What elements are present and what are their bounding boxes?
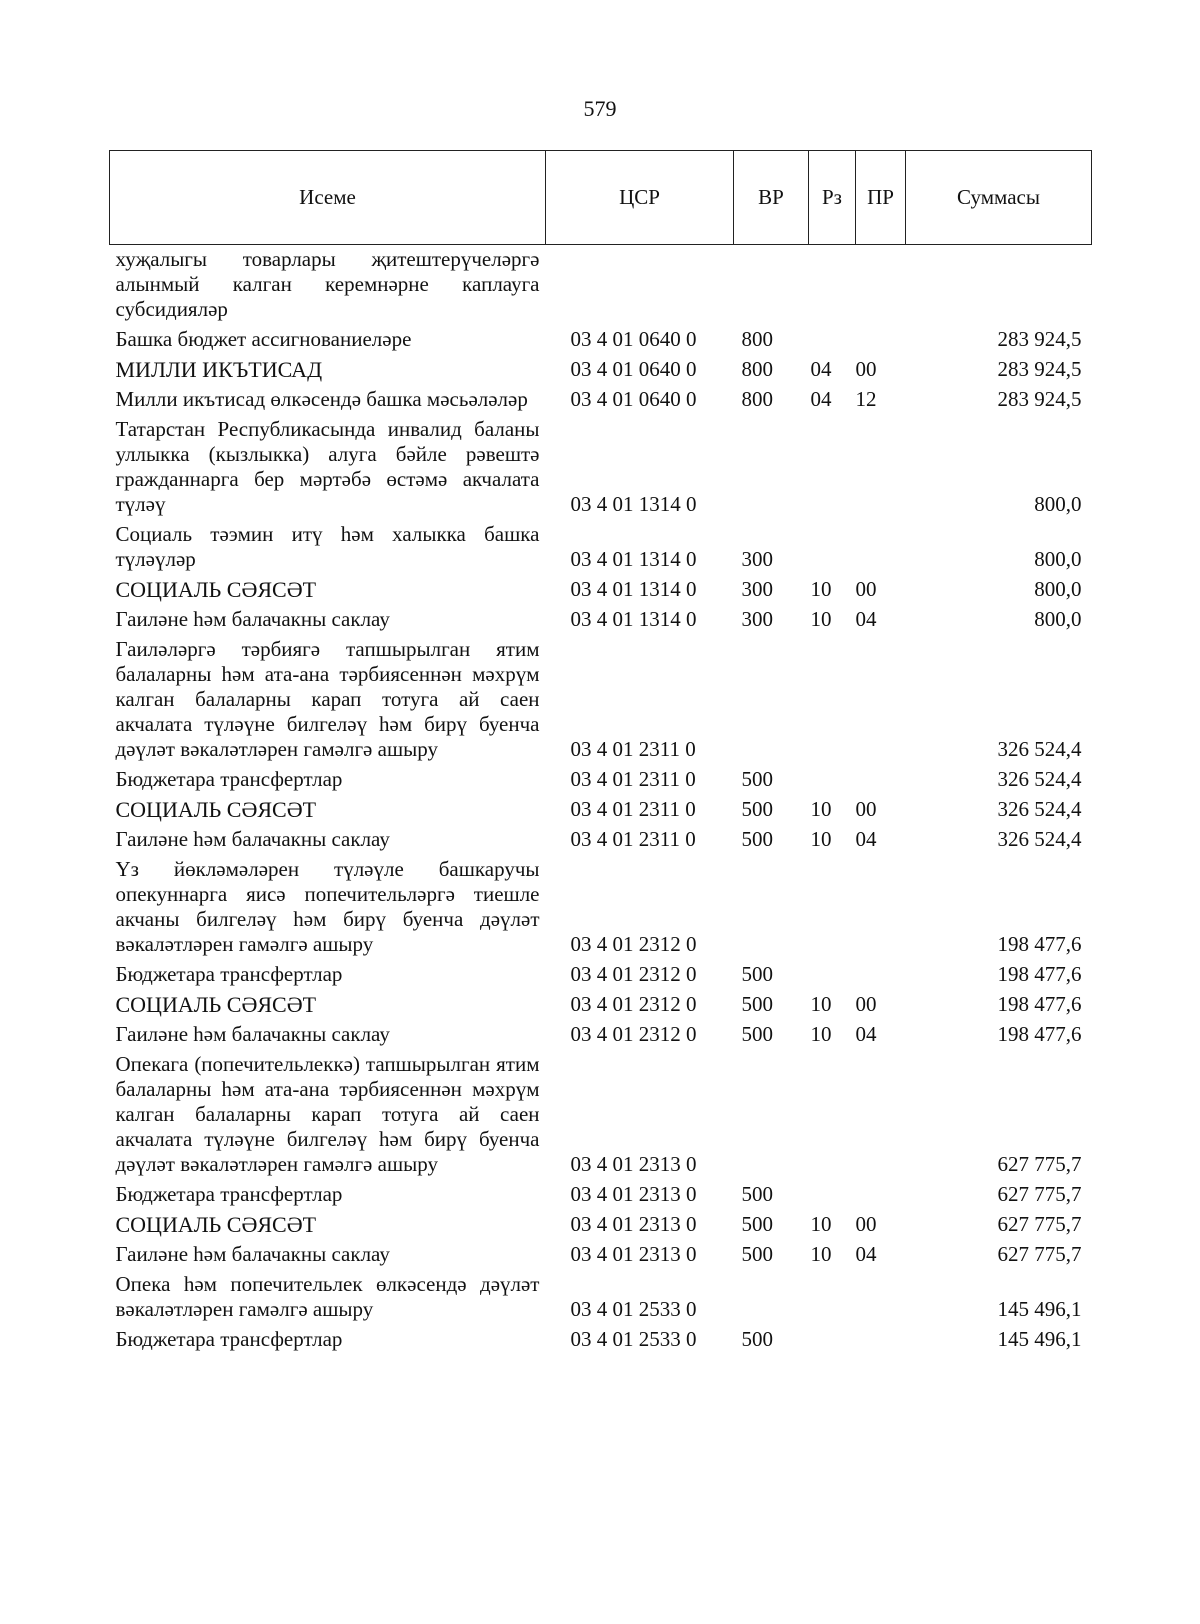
table-row [110, 1020, 1092, 1050]
budget-table [109, 150, 1092, 1355]
cell-pr [856, 245, 906, 326]
cell-sum: 800,0 [1034, 607, 1082, 631]
cell-rz: 04 [810, 387, 832, 411]
cell-name: СОЦИАЛЬ СӘЯСӘТ [115, 577, 317, 602]
cell-rz: 10 [810, 827, 832, 851]
table-row [110, 355, 1092, 385]
cell-vr: 300 [741, 547, 773, 571]
cell-rz [809, 1325, 856, 1355]
table-row [110, 990, 1092, 1020]
cell-pr: 04 [855, 827, 877, 851]
table-row [110, 415, 1092, 520]
cell-vr: 500 [741, 797, 773, 821]
cell-rz [809, 325, 856, 355]
table-row [110, 245, 1092, 326]
cell-csr: 03 4 01 2312 0 [570, 932, 697, 956]
cell-pr [856, 520, 906, 575]
cell-rz: 10 [810, 607, 832, 631]
cell-name: Социаль тәэмин итү һәм халыкка башка түләүләр [115, 522, 540, 571]
header-pr: ПР [856, 151, 906, 245]
cell-sum: 283 924,5 [997, 357, 1082, 381]
cell-csr [546, 245, 734, 326]
cell-sum: 627 775,7 [997, 1212, 1082, 1236]
cell-rz [809, 1050, 856, 1180]
cell-name: СОЦИАЛЬ СӘЯСӘТ [115, 992, 317, 1017]
table-row [110, 795, 1092, 825]
cell-rz: 10 [810, 577, 832, 601]
cell-pr [856, 1325, 906, 1355]
cell-name: Гаиләне һәм балачакны саклау [115, 827, 390, 851]
cell-vr: 300 [741, 577, 773, 601]
cell-rz [809, 960, 856, 990]
cell-sum: 326 524,4 [997, 827, 1082, 851]
cell-csr: 03 4 01 0640 0 [570, 387, 697, 411]
cell-pr: 00 [855, 1212, 877, 1236]
cell-rz: 10 [810, 1212, 832, 1236]
cell-csr: 03 4 01 2312 0 [570, 1022, 697, 1046]
cell-name: хуҗалыгы товарлары җитештерүчеләргә алынмый калган керемнәрне каплауга субсидияләр [115, 247, 540, 321]
cell-csr: 03 4 01 2311 0 [570, 797, 696, 821]
table-row [110, 1050, 1092, 1180]
cell-sum: 198 477,6 [997, 962, 1082, 986]
cell-rz [809, 415, 856, 520]
cell-pr: 12 [855, 387, 877, 411]
table-body [110, 245, 1092, 1356]
cell-vr [734, 1050, 809, 1180]
cell-pr: 04 [855, 607, 877, 631]
cell-sum: 326 524,4 [997, 767, 1082, 791]
cell-vr: 500 [741, 1212, 773, 1236]
cell-csr: 03 4 01 2312 0 [570, 992, 697, 1016]
table-row [110, 825, 1092, 855]
cell-csr: 03 4 01 2313 0 [570, 1182, 697, 1206]
page-number: 579 [583, 96, 617, 121]
cell-sum [906, 245, 1092, 326]
cell-pr [856, 765, 906, 795]
cell-name: Бюджетара трансфертлар [115, 1182, 343, 1206]
cell-pr: 04 [855, 1022, 877, 1046]
header-sum: Суммасы [906, 151, 1092, 245]
cell-rz: 10 [810, 797, 832, 821]
cell-name: Милли икътисад өлкәсендә башка мәсьәләләр [115, 387, 528, 411]
table-row [110, 1210, 1092, 1240]
cell-sum: 800,0 [1034, 547, 1082, 571]
cell-sum: 326 524,4 [997, 797, 1082, 821]
cell-rz: 10 [810, 1022, 832, 1046]
cell-pr [856, 1270, 906, 1325]
cell-sum: 627 775,7 [997, 1182, 1082, 1206]
cell-rz [809, 765, 856, 795]
cell-sum: 627 775,7 [997, 1152, 1082, 1176]
cell-rz [809, 1270, 856, 1325]
cell-csr: 03 4 01 0640 0 [570, 357, 697, 381]
cell-vr: 500 [741, 962, 773, 986]
cell-pr: 00 [855, 357, 877, 381]
cell-vr: 800 [741, 387, 773, 411]
cell-pr [856, 1050, 906, 1180]
cell-vr: 500 [741, 1327, 773, 1351]
table-row [110, 1180, 1092, 1210]
cell-rz [809, 635, 856, 765]
cell-csr: 03 4 01 2533 0 [570, 1297, 697, 1321]
cell-pr: 00 [855, 797, 877, 821]
cell-pr: 00 [855, 577, 877, 601]
cell-pr [856, 325, 906, 355]
cell-csr: 03 4 01 2313 0 [570, 1212, 697, 1236]
cell-rz [809, 1180, 856, 1210]
cell-vr [734, 245, 809, 326]
cell-name: Үз йөкләмәләрен түләүле башкаручы опекуннарга яисә попечительләргә тиешле акчаны билгеләү һәм бирү буенча дәүләт вәкаләтләрен гамәлгә ашыру [115, 857, 540, 956]
cell-csr: 03 4 01 1314 0 [570, 547, 697, 571]
cell-vr [734, 855, 809, 960]
cell-name: МИЛЛИ ИКЪТИСАД [115, 357, 323, 382]
cell-name: Гаиләләргә тәрбиягә тапшырылган ятим балаларны һәм ата-ана тәрбиясеннән мәхрүм калган балаларны карап тотуга ай саен акчалата түләүне билгеләү һәм бирү буенча дәүләт вәкаләтләрен гамәлгә ашыру [115, 637, 540, 761]
cell-name: СОЦИАЛЬ СӘЯСӘТ [115, 797, 317, 822]
cell-sum: 198 477,6 [997, 992, 1082, 1016]
cell-name: Гаиләне һәм балачакны саклау [115, 607, 390, 631]
cell-name: Гаиләне һәм балачакны саклау [115, 1242, 390, 1266]
cell-vr: 500 [741, 827, 773, 851]
cell-sum: 145 496,1 [997, 1327, 1082, 1351]
header-rz: Рз [809, 151, 856, 245]
cell-csr: 03 4 01 2533 0 [570, 1327, 697, 1351]
cell-pr: 00 [855, 992, 877, 1016]
table-row [110, 855, 1092, 960]
cell-sum: 145 496,1 [997, 1297, 1082, 1321]
cell-pr [856, 960, 906, 990]
cell-sum: 283 924,5 [997, 327, 1082, 351]
cell-vr: 500 [741, 1022, 773, 1046]
cell-rz: 04 [810, 357, 832, 381]
cell-sum: 283 924,5 [997, 387, 1082, 411]
cell-vr: 800 [741, 327, 773, 351]
header-name: Исеме [110, 151, 546, 245]
cell-name: Башка бюджет ассигнованиеләре [115, 327, 412, 351]
cell-pr: 04 [855, 1242, 877, 1266]
cell-vr: 500 [741, 767, 773, 791]
cell-name: Гаиләне һәм балачакны саклау [115, 1022, 390, 1046]
cell-csr: 03 4 01 0640 0 [570, 327, 697, 351]
cell-csr: 03 4 01 2313 0 [570, 1152, 697, 1176]
cell-name: Бюджетара трансфертлар [115, 962, 343, 986]
cell-name: Опекага (попечительлеккә) тапшырылган ятим балаларны һәм ата-ана тәрбиясеннән мәхрүм калган балаларны карап тотуга ай саен акчалата түләүне билгеләү һәм бирү буенча дәүләт вәкаләтләрен гамәлгә ашыру [115, 1052, 540, 1176]
cell-rz: 10 [810, 992, 832, 1016]
cell-sum: 800,0 [1034, 492, 1082, 516]
cell-vr: 300 [741, 607, 773, 631]
cell-name: Бюджетара трансфертлар [115, 1327, 343, 1351]
cell-name: Татарстан Республикасында инвалид баланы уллыкка (кызлыкка) алуга бәйле рәвештә гражданнарга бер мәртәбә өстәмә акчалата түләү [115, 417, 540, 516]
cell-vr: 500 [741, 992, 773, 1016]
table-row [110, 1270, 1092, 1325]
table-row [110, 575, 1092, 605]
table-row [110, 1325, 1092, 1355]
cell-sum: 627 775,7 [997, 1242, 1082, 1266]
cell-vr [734, 635, 809, 765]
cell-name: Бюджетара трансфертлар [115, 767, 343, 791]
cell-sum: 326 524,4 [997, 737, 1082, 761]
cell-vr: 500 [741, 1242, 773, 1266]
table-row [110, 520, 1092, 575]
cell-rz [809, 855, 856, 960]
cell-pr [856, 415, 906, 520]
cell-sum: 198 477,6 [997, 1022, 1082, 1046]
table-header [110, 151, 1092, 245]
table-row [110, 605, 1092, 635]
cell-csr: 03 4 01 1314 0 [570, 492, 697, 516]
table-row [110, 385, 1092, 415]
table-row [110, 765, 1092, 795]
cell-vr: 500 [741, 1182, 773, 1206]
cell-csr: 03 4 01 1314 0 [570, 607, 697, 631]
cell-sum: 800,0 [1034, 577, 1082, 601]
cell-name: СОЦИАЛЬ СӘЯСӘТ [115, 1212, 317, 1237]
cell-sum: 198 477,6 [997, 932, 1082, 956]
table-row [110, 325, 1092, 355]
header-csr: ЦСР [546, 151, 734, 245]
cell-csr: 03 4 01 2313 0 [570, 1242, 697, 1266]
cell-csr: 03 4 01 2311 0 [570, 737, 696, 761]
cell-vr: 800 [741, 357, 773, 381]
header-vr: ВР [734, 151, 809, 245]
cell-pr [856, 635, 906, 765]
cell-rz [809, 245, 856, 326]
table-row [110, 635, 1092, 765]
cell-rz [809, 520, 856, 575]
cell-pr [856, 855, 906, 960]
table-row [110, 960, 1092, 990]
cell-csr: 03 4 01 2311 0 [570, 767, 696, 791]
cell-csr: 03 4 01 2312 0 [570, 962, 697, 986]
cell-vr [734, 1270, 809, 1325]
cell-name: Опека һәм попечительлек өлкәсендә дәүләт вәкаләтләрен гамәлгә ашыру [115, 1272, 540, 1321]
cell-pr [856, 1180, 906, 1210]
cell-csr: 03 4 01 2311 0 [570, 827, 696, 851]
cell-vr [734, 415, 809, 520]
cell-rz: 10 [810, 1242, 832, 1266]
table-row [110, 1240, 1092, 1270]
cell-csr: 03 4 01 1314 0 [570, 577, 697, 601]
